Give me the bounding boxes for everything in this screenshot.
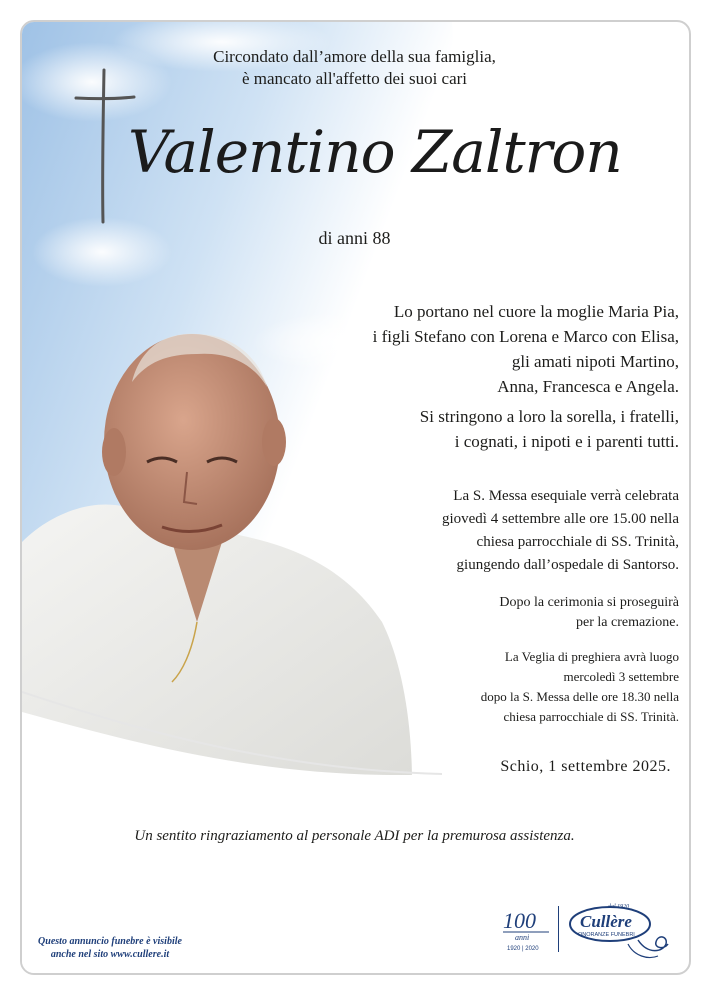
cremation-line: per la cremazione. [576, 615, 679, 630]
age-text: di anni 88 [318, 228, 391, 248]
logo-divider [558, 906, 559, 952]
family-line: gli amati nipoti Martino, [511, 352, 679, 371]
company-name: Cullère [580, 912, 632, 931]
family-line: i figli Stefano con Lorena e Marco con Elisa, [372, 327, 679, 346]
footer-line: anche nel sito www.cullere.it [50, 949, 170, 960]
cremation-block [499, 593, 679, 633]
intro-text [0, 46, 709, 90]
funeral-block [442, 485, 679, 577]
deceased-name: Valentino Zaltron [128, 118, 622, 186]
funeral-line: giungendo dall’ospedale di Santorso. [456, 557, 679, 573]
anniversary-years: 1920 | 2020 [507, 946, 539, 952]
relatives-line: i cognati, i nipoti e i parenti tutti. [454, 432, 679, 451]
vigil-line: dopo la S. Messa delle ore 18.30 nella [480, 689, 679, 704]
footer-note [34, 935, 186, 961]
place-date: Schio, 1 settembre 2025. [500, 758, 671, 775]
footer-line: Questo annuncio funebre è visibile [38, 936, 182, 947]
relatives-line: Si stringono a loro la sorella, i fratelli, [419, 407, 679, 426]
intro-line: Circondato dall’amore della sua famiglia, [213, 47, 496, 66]
company-tagline: ONORANZE FUNEBRI [578, 932, 635, 938]
anniversary-word: anni [515, 933, 530, 942]
family-block [373, 299, 679, 399]
company-logo [568, 900, 678, 962]
funeral-line: giovedì 4 settembre alle ore 15.00 nella [441, 511, 679, 527]
vigil-line: La Veglia di preghiera avrà luogo [504, 649, 679, 664]
anniversary-number: 100 [503, 908, 536, 933]
thanks-text: Un sentito ringraziamento al personale ADI per la premurosa assistenza. [134, 828, 575, 844]
intro-line: è mancato all'affetto dei suoi cari [241, 69, 468, 88]
vigil-line: mercoledì 3 settembre [563, 669, 679, 684]
funeral-line: chiesa parrocchiale di SS. Trinità, [476, 534, 679, 550]
anniversary-logo [499, 906, 557, 954]
company-since: dal 1920 [608, 904, 630, 910]
family-line: Lo portano nel cuore la moglie Maria Pia, [393, 302, 679, 321]
cremation-line: Dopo la cerimonia si proseguirà [499, 595, 679, 610]
vigil-block [481, 647, 679, 727]
vigil-line: chiesa parrocchiale di SS. Trinità. [503, 709, 679, 724]
funeral-line: La S. Messa esequiale verrà celebrata [453, 488, 679, 504]
family-line: Anna, Francesca e Angela. [497, 377, 679, 396]
relatives-block [420, 404, 679, 454]
